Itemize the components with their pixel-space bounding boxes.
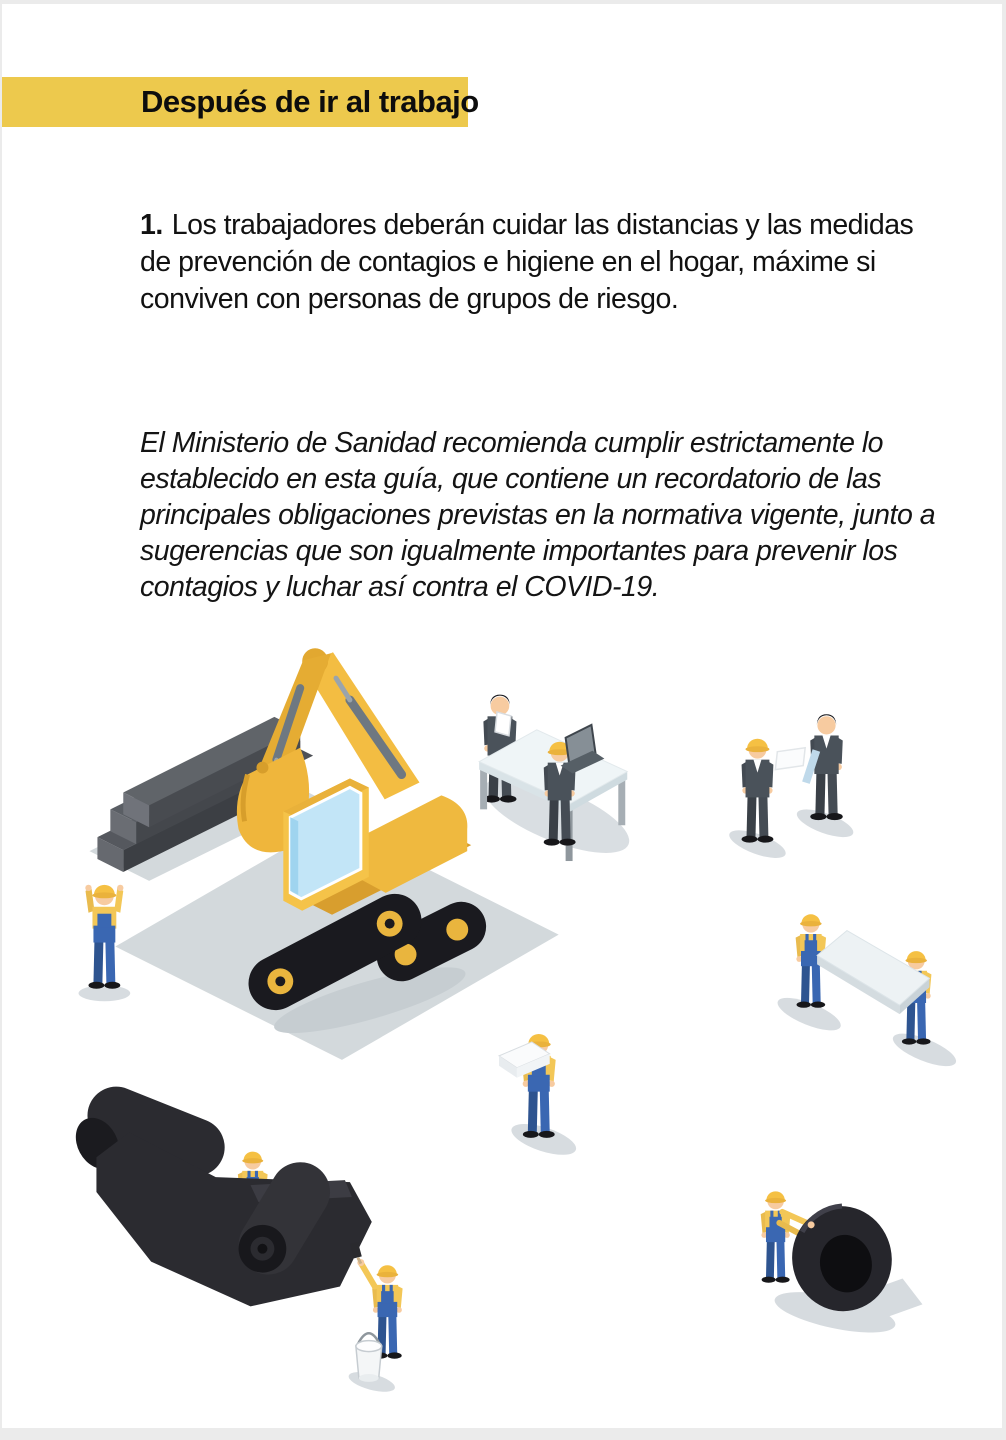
worker-carrying-plans — [499, 1034, 580, 1161]
document-page — [2, 4, 1002, 1428]
worker-painting — [347, 1242, 403, 1396]
ministry-note: El Ministerio de Sanidad recomienda cumplir estrictamente lo establecido en esta guía, que contiene un recordatorio de las principales obligaciones previstas en la normativa vigente, junto a sugerencias que son igualmente importantes para prevenir los contagios y luchar así contra el COVID-19. — [140, 426, 936, 603]
worker-rolling-tire — [761, 1191, 923, 1340]
list-item-number: 1. — [140, 208, 163, 241]
two-engineers-talking — [726, 714, 856, 863]
document-sheet — [775, 748, 805, 770]
document-papers — [495, 712, 511, 736]
title-highlight-bar — [2, 77, 479, 127]
list-item-text: Los trabajadores deberán cuidar las distancias y las medidas de prevención de contagios e higiene en el hogar, máxime si conviven con personas de grupos de riesgo. — [140, 208, 914, 315]
paint-bucket — [356, 1333, 382, 1382]
roofing-roll-with-worker — [67, 1110, 372, 1306]
excavator-engine-housing — [360, 795, 467, 892]
site-desk-scene — [475, 695, 638, 869]
construction-illustration — [2, 630, 1002, 1436]
list-item-1 — [140, 207, 928, 318]
page-title: Después de ir al trabajo — [141, 84, 479, 119]
workers-carrying-panel — [774, 914, 960, 1072]
